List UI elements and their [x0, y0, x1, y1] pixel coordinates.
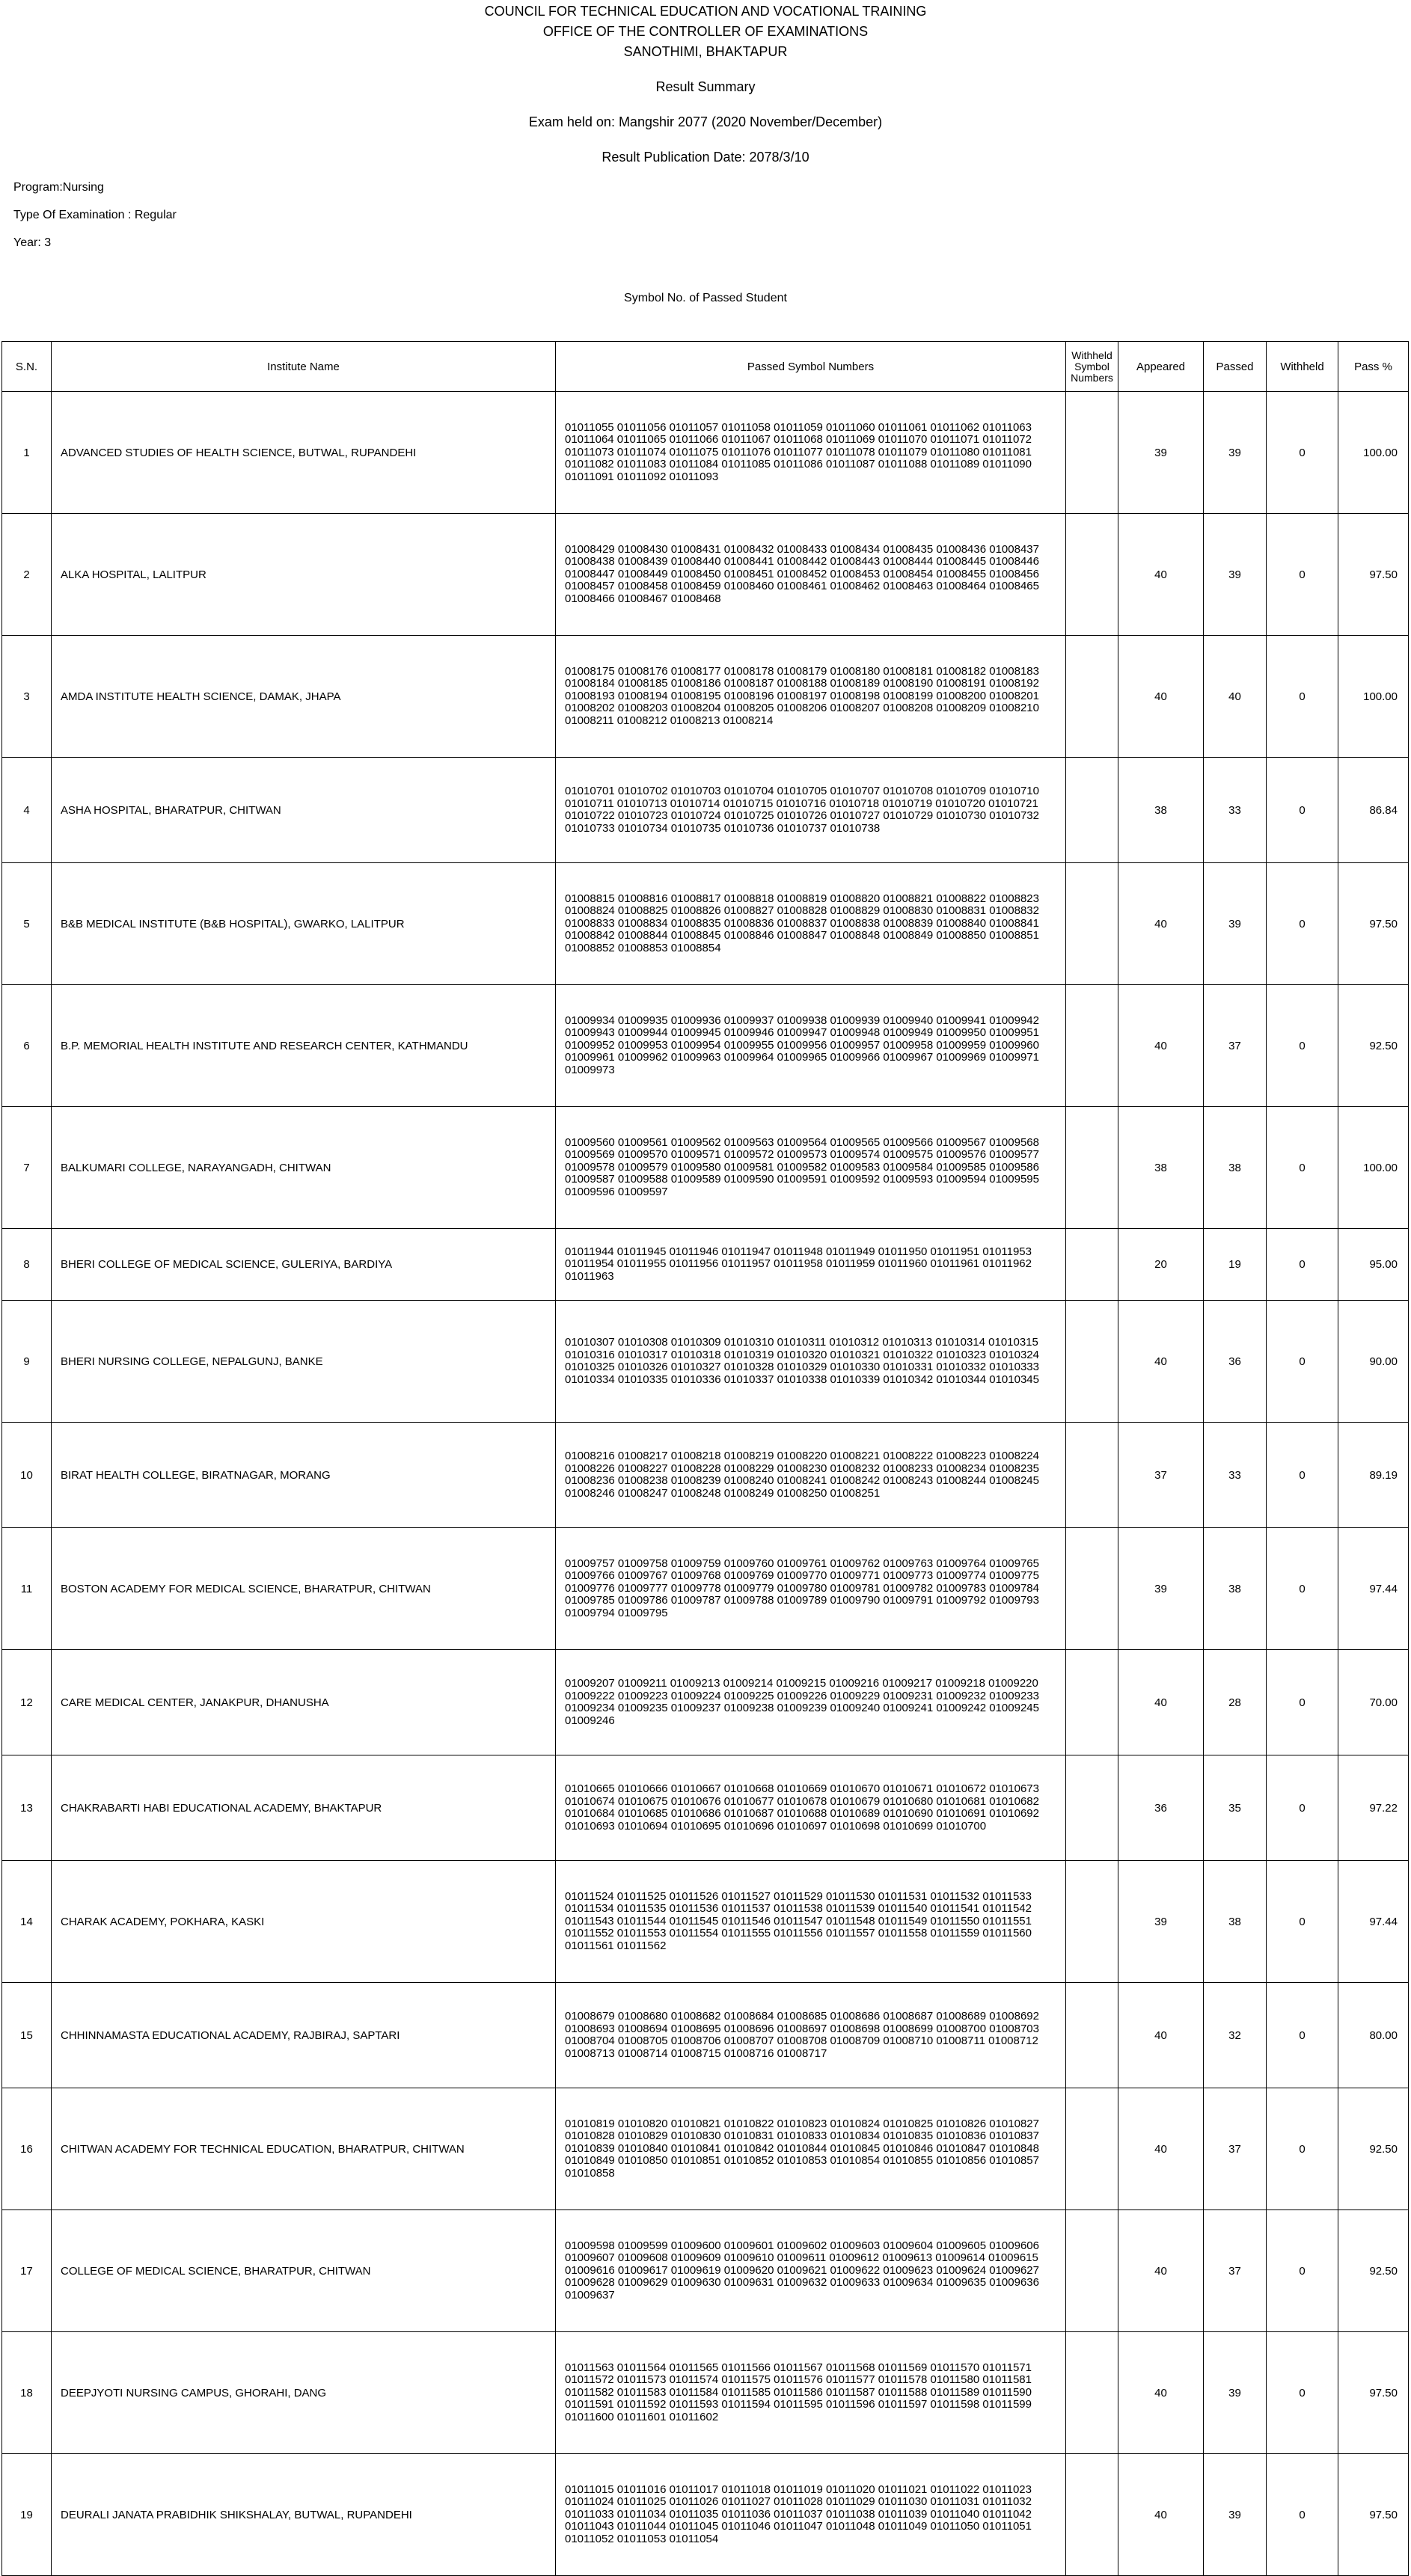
row-institute-name: CHITWAN ACADEMY FOR TECHNICAL EDUCATION, BHARATPUR, CHITWAN [52, 2088, 556, 2210]
row-withheld: 0 [1267, 636, 1338, 758]
row-pass-pct: 90.00 [1338, 1301, 1409, 1423]
row-passed: 38 [1204, 1861, 1267, 1983]
exam-type-label: Type Of Examination : Regular [13, 209, 177, 221]
row-institute-name: CARE MEDICAL CENTER, JANAKPUR, DHANUSHA [52, 1650, 556, 1755]
row-withheld-symbols [1066, 1423, 1118, 1528]
row-appeared: 39 [1118, 392, 1204, 514]
table-row [2, 2332, 1409, 2454]
row-passed-symbols: 01009207 01009211 01009213 01009214 01009215 01009216 01009217 01009218 01009220 01009222 01009223 01009224 01009225 01009226 01009229 01009231 01009232 01009233 01009234 01009235 01009237 01009238 01009239 01009240 01009241 01009242 01009245 01009246 [556, 1650, 1066, 1755]
row-withheld-symbols [1066, 2088, 1118, 2210]
row-passed: 39 [1204, 2454, 1267, 2576]
row-withheld-symbols [1066, 2332, 1118, 2454]
row-withheld-symbols [1066, 758, 1118, 863]
row-withheld-symbols [1066, 1229, 1118, 1301]
row-institute-name: DEEPJYOTI NURSING CAMPUS, GHORAHI, DANG [52, 2332, 556, 2454]
row-pass-pct: 86.84 [1338, 758, 1409, 863]
row-withheld-symbols [1066, 1107, 1118, 1229]
row-institute-name: ASHA HOSPITAL, BHARATPUR, CHITWAN [52, 758, 556, 863]
row-pass-pct: 70.00 [1338, 1650, 1409, 1755]
row-sn: 1 [2, 392, 52, 514]
row-pass-pct: 97.50 [1338, 2332, 1409, 2454]
table-row [2, 1301, 1409, 1423]
publication-date: Result Publication Date: 2078/3/10 [602, 150, 809, 165]
row-passed: 37 [1204, 985, 1267, 1107]
table-row [2, 392, 1409, 514]
row-institute-name: BHERI COLLEGE OF MEDICAL SCIENCE, GULERIYA, BARDIYA [52, 1229, 556, 1301]
row-passed: 36 [1204, 1301, 1267, 1423]
row-sn: 11 [2, 1528, 52, 1650]
row-sn: 13 [2, 1755, 52, 1861]
row-withheld-symbols [1066, 1861, 1118, 1983]
row-withheld: 0 [1267, 1107, 1338, 1229]
row-passed: 38 [1204, 1528, 1267, 1650]
row-passed: 39 [1204, 863, 1267, 985]
row-passed-symbols: 01008175 01008176 01008177 01008178 01008179 01008180 01008181 01008182 01008183 01008184 01008185 01008186 01008187 01008188 01008189 01008190 01008191 01008192 01008193 01008194 01008195 01008196 01008197 01008198 01008199 01008200 01008201 01008202 01008203 01008204 01008205 01008206 01008207 01008208 01008209 01008210 01008211 01008212 01008213 01008214 [556, 636, 1066, 758]
row-appeared: 20 [1118, 1229, 1204, 1301]
row-institute-name: CHARAK ACADEMY, POKHARA, KASKI [52, 1861, 556, 1983]
row-withheld-symbols [1066, 2454, 1118, 2576]
row-pass-pct: 92.50 [1338, 985, 1409, 1107]
table-row [2, 1229, 1409, 1301]
table-row [2, 636, 1409, 758]
table-row [2, 2088, 1409, 2210]
row-pass-pct: 80.00 [1338, 1983, 1409, 2088]
row-passed: 37 [1204, 2088, 1267, 2210]
row-passed-symbols: 01011055 01011056 01011057 01011058 01011059 01011060 01011061 01011062 01011063 01011064 01011065 01011066 01011067 01011068 01011069 01011070 01011071 01011072 01011073 01011074 01011075 01011076 01011077 01011078 01011079 01011080 01011081 01011082 01011083 01011084 01011085 01011086 01011087 01011088 01011089 01011090 01011091 01011092 01011093 [556, 392, 1066, 514]
row-institute-name: ADVANCED STUDIES OF HEALTH SCIENCE, BUTWAL, RUPANDEHI [52, 392, 556, 514]
row-sn: 10 [2, 1423, 52, 1528]
row-pass-pct: 97.50 [1338, 514, 1409, 636]
col-appeared: Appeared [1118, 342, 1204, 392]
row-pass-pct: 92.50 [1338, 2210, 1409, 2332]
row-sn: 16 [2, 2088, 52, 2210]
row-withheld: 0 [1267, 1528, 1338, 1650]
exam-held-on: Exam held on: Mangshir 2077 (2020 November/December) [528, 114, 883, 129]
row-passed: 33 [1204, 1423, 1267, 1528]
row-sn: 14 [2, 1861, 52, 1983]
col-pass-pct: Pass % [1338, 342, 1409, 392]
row-sn: 12 [2, 1650, 52, 1755]
row-sn: 15 [2, 1983, 52, 2088]
row-institute-name: BOSTON ACADEMY FOR MEDICAL SCIENCE, BHARATPUR, CHITWAN [52, 1528, 556, 1650]
row-appeared: 40 [1118, 863, 1204, 985]
row-sn: 4 [2, 758, 52, 863]
row-appeared: 40 [1118, 636, 1204, 758]
row-withheld-symbols [1066, 1983, 1118, 2088]
row-passed-symbols: 01011524 01011525 01011526 01011527 01011529 01011530 01011531 01011532 01011533 01011534 01011535 01011536 01011537 01011538 01011539 01011540 01011541 01011542 01011543 01011544 01011545 01011546 01011547 01011548 01011549 01011550 01011551 01011552 01011553 01011554 01011555 01011556 01011557 01011558 01011559 01011560 01011561 01011562 [556, 1861, 1066, 1983]
row-institute-name: BALKUMARI COLLEGE, NARAYANGADH, CHITWAN [52, 1107, 556, 1229]
row-pass-pct: 95.00 [1338, 1229, 1409, 1301]
results-table [1, 341, 1409, 2576]
row-passed-symbols: 01009757 01009758 01009759 01009760 01009761 01009762 01009763 01009764 01009765 01009766 01009767 01009768 01009769 01009770 01009771 01009773 01009774 01009775 01009776 01009777 01009778 01009779 01009780 01009781 01009782 01009783 01009784 01009785 01009786 01009787 01009788 01009789 01009790 01009791 01009792 01009793 01009794 01009795 [556, 1528, 1066, 1650]
row-passed-symbols: 01009934 01009935 01009936 01009937 01009938 01009939 01009940 01009941 01009942 01009943 01009944 01009945 01009946 01009947 01009948 01009949 01009950 01009951 01009952 01009953 01009954 01009955 01009956 01009957 01009958 01009959 01009960 01009961 01009962 01009963 01009964 01009965 01009966 01009967 01009969 01009971 01009973 [556, 985, 1066, 1107]
row-passed-symbols: 01010819 01010820 01010821 01010822 01010823 01010824 01010825 01010826 01010827 01010828 01010829 01010830 01010831 01010833 01010834 01010835 01010836 01010837 01010839 01010840 01010841 01010842 01010844 01010845 01010846 01010847 01010848 01010849 01010850 01010851 01010852 01010853 01010854 01010855 01010856 01010857 01010858 [556, 2088, 1066, 2210]
row-sn: 2 [2, 514, 52, 636]
row-withheld: 0 [1267, 2454, 1338, 2576]
row-withheld-symbols [1066, 2210, 1118, 2332]
row-passed: 33 [1204, 758, 1267, 863]
row-passed-symbols: 01010307 01010308 01010309 01010310 01010311 01010312 01010313 01010314 01010315 01010316 01010317 01010318 01010319 01010320 01010321 01010322 01010323 01010324 01010325 01010326 01010327 01010328 01010329 01010330 01010331 01010332 01010333 01010334 01010335 01010336 01010337 01010338 01010339 01010342 01010344 01010345 [556, 1301, 1066, 1423]
row-passed: 28 [1204, 1650, 1267, 1755]
row-sn: 3 [2, 636, 52, 758]
row-institute-name: CHHINNAMASTA EDUCATIONAL ACADEMY, RAJBIRAJ, SAPTARI [52, 1983, 556, 2088]
row-passed: 39 [1204, 2332, 1267, 2454]
row-appeared: 37 [1118, 1423, 1204, 1528]
row-pass-pct: 97.50 [1338, 863, 1409, 985]
row-passed-symbols: 01009560 01009561 01009562 01009563 01009564 01009565 01009566 01009567 01009568 01009569 01009570 01009571 01009572 01009573 01009574 01009575 01009576 01009577 01009578 01009579 01009580 01009581 01009582 01009583 01009584 01009585 01009586 01009587 01009588 01009589 01009590 01009591 01009592 01009593 01009594 01009595 01009596 01009597 [556, 1107, 1066, 1229]
row-appeared: 38 [1118, 1107, 1204, 1229]
row-withheld: 0 [1267, 1229, 1338, 1301]
row-appeared: 40 [1118, 2088, 1204, 2210]
col-sn: S.N. [2, 342, 52, 392]
row-passed: 37 [1204, 2210, 1267, 2332]
row-sn: 18 [2, 2332, 52, 2454]
row-passed-symbols: 01009598 01009599 01009600 01009601 01009602 01009603 01009604 01009605 01009606 01009607 01009608 01009609 01009610 01009611 01009612 01009613 01009614 01009615 01009616 01009617 01009619 01009620 01009621 01009622 01009623 01009624 01009627 01009628 01009629 01009630 01009631 01009632 01009633 01009634 01009635 01009636 01009637 [556, 2210, 1066, 2332]
row-institute-name: ALKA HOSPITAL, LALITPUR [52, 514, 556, 636]
table-row [2, 1528, 1409, 1650]
table-row [2, 1755, 1409, 1861]
row-passed: 32 [1204, 1983, 1267, 2088]
row-withheld-symbols [1066, 1650, 1118, 1755]
row-withheld: 0 [1267, 1650, 1338, 1755]
row-institute-name: B.P. MEMORIAL HEALTH INSTITUTE AND RESEARCH CENTER, KATHMANDU [52, 985, 556, 1107]
row-passed-symbols: 01010665 01010666 01010667 01010668 01010669 01010670 01010671 01010672 01010673 01010674 01010675 01010676 01010677 01010678 01010679 01010680 01010681 01010682 01010684 01010685 01010686 01010687 01010688 01010689 01010690 01010691 01010692 01010693 01010694 01010695 01010696 01010697 01010698 01010699 01010700 [556, 1755, 1066, 1861]
row-institute-name: BIRAT HEALTH COLLEGE, BIRATNAGAR, MORANG [52, 1423, 556, 1528]
row-passed: 38 [1204, 1107, 1267, 1229]
row-institute-name: COLLEGE OF MEDICAL SCIENCE, BHARATPUR, CHITWAN [52, 2210, 556, 2332]
row-sn: 8 [2, 1229, 52, 1301]
row-passed: 19 [1204, 1229, 1267, 1301]
row-sn: 6 [2, 985, 52, 1107]
row-sn: 19 [2, 2454, 52, 2576]
row-passed: 35 [1204, 1755, 1267, 1861]
row-appeared: 40 [1118, 1301, 1204, 1423]
report-header [0, 0, 1411, 168]
row-appeared: 40 [1118, 1650, 1204, 1755]
row-passed-symbols: 01008679 01008680 01008682 01008684 01008685 01008686 01008687 01008689 01008692 01008693 01008694 01008695 01008696 01008697 01008698 01008699 01008700 01008703 01008704 01008705 01008706 01008707 01008708 01008709 01008710 01008711 01008712 01008713 01008714 01008715 01008716 01008717 [556, 1983, 1066, 2088]
row-passed: 40 [1204, 636, 1267, 758]
year-label: Year: 3 [13, 236, 52, 249]
office-location: SANOTHIMI, BHAKTAPUR [623, 44, 788, 59]
council-name: COUNCIL FOR TECHNICAL EDUCATION AND VOCATIONAL TRAINING [484, 4, 927, 19]
row-appeared: 39 [1118, 1861, 1204, 1983]
row-pass-pct: 97.50 [1338, 2454, 1409, 2576]
row-passed-symbols: 01011944 01011945 01011946 01011947 01011948 01011949 01011950 01011951 01011953 01011954 01011955 01011956 01011957 01011958 01011959 01011960 01011961 01011962 01011963 [556, 1229, 1066, 1301]
table-row [2, 1107, 1409, 1229]
table-row [2, 985, 1409, 1107]
row-sn: 9 [2, 1301, 52, 1423]
row-sn: 7 [2, 1107, 52, 1229]
row-passed-symbols: 01010701 01010702 01010703 01010704 01010705 01010707 01010708 01010709 01010710 01010711 01010713 01010714 01010715 01010716 01010718 01010719 01010720 01010721 01010722 01010723 01010724 01010725 01010726 01010727 01010729 01010730 01010732 01010733 01010734 01010735 01010736 01010737 01010738 [556, 758, 1066, 863]
row-appeared: 39 [1118, 1528, 1204, 1650]
row-withheld: 0 [1267, 1983, 1338, 2088]
row-withheld-symbols [1066, 863, 1118, 985]
table-row [2, 1650, 1409, 1755]
row-withheld-symbols [1066, 514, 1118, 636]
col-withheld: Withheld [1267, 342, 1338, 392]
row-institute-name: DEURALI JANATA PRABIDHIK SHIKSHALAY, BUTWAL, RUPANDEHI [52, 2454, 556, 2576]
row-withheld-symbols [1066, 1301, 1118, 1423]
table-body [2, 392, 1409, 2576]
row-withheld-symbols [1066, 636, 1118, 758]
row-withheld: 0 [1267, 2332, 1338, 2454]
row-appeared: 40 [1118, 2454, 1204, 2576]
row-pass-pct: 100.00 [1338, 1107, 1409, 1229]
row-pass-pct: 100.00 [1338, 636, 1409, 758]
row-passed-symbols: 01011015 01011016 01011017 01011018 01011019 01011020 01011021 01011022 01011023 01011024 01011025 01011026 01011027 01011028 01011029 01011030 01011031 01011032 01011033 01011034 01011035 01011036 01011037 01011038 01011039 01011040 01011042 01011043 01011044 01011045 01011046 01011047 01011048 01011049 01011050 01011051 01011052 01011053 01011054 [556, 2454, 1066, 2576]
row-appeared: 38 [1118, 758, 1204, 863]
row-withheld: 0 [1267, 514, 1338, 636]
row-passed-symbols: 01008216 01008217 01008218 01008219 01008220 01008221 01008222 01008223 01008224 01008226 01008227 01008228 01008229 01008230 01008232 01008233 01008234 01008235 01008236 01008238 01008239 01008240 01008241 01008242 01008243 01008244 01008245 01008246 01008247 01008248 01008249 01008250 01008251 [556, 1423, 1066, 1528]
row-passed: 39 [1204, 514, 1267, 636]
row-pass-pct: 97.44 [1338, 1861, 1409, 1983]
col-institute: Institute Name [52, 342, 556, 392]
row-pass-pct: 97.22 [1338, 1755, 1409, 1861]
office-name: OFFICE OF THE CONTROLLER OF EXAMINATIONS [542, 24, 869, 39]
row-withheld: 0 [1267, 2210, 1338, 2332]
row-institute-name: BHERI NURSING COLLEGE, NEPALGUNJ, BANKE [52, 1301, 556, 1423]
col-passed-symbols: Passed Symbol Numbers [556, 342, 1066, 392]
table-row [2, 1423, 1409, 1528]
col-withheld-symbols: Withheld Symbol Numbers [1066, 342, 1118, 392]
row-withheld: 0 [1267, 985, 1338, 1107]
table-caption: Symbol No. of Passed Student [624, 292, 787, 304]
row-withheld-symbols [1066, 985, 1118, 1107]
row-pass-pct: 100.00 [1338, 392, 1409, 514]
row-withheld-symbols [1066, 1755, 1118, 1861]
row-pass-pct: 97.44 [1338, 1528, 1409, 1650]
row-appeared: 40 [1118, 1983, 1204, 2088]
table-header-row [2, 342, 1409, 392]
row-withheld-symbols [1066, 392, 1118, 514]
col-passed: Passed [1204, 342, 1267, 392]
row-institute-name: CHAKRABARTI HABI EDUCATIONAL ACADEMY, BHAKTAPUR [52, 1755, 556, 1861]
row-withheld: 0 [1267, 1861, 1338, 1983]
program-label: Program:Nursing [13, 181, 104, 194]
row-sn: 17 [2, 2210, 52, 2332]
row-withheld: 0 [1267, 1301, 1338, 1423]
table-row [2, 2454, 1409, 2576]
row-appeared: 36 [1118, 1755, 1204, 1861]
row-appeared: 40 [1118, 985, 1204, 1107]
row-sn: 5 [2, 863, 52, 985]
page-title: Result Summary [655, 79, 756, 94]
table-row [2, 758, 1409, 863]
row-appeared: 40 [1118, 2210, 1204, 2332]
row-withheld: 0 [1267, 1755, 1338, 1861]
table-row [2, 863, 1409, 985]
table-row [2, 1861, 1409, 1983]
row-institute-name: AMDA INSTITUTE HEALTH SCIENCE, DAMAK, JHAPA [52, 636, 556, 758]
row-passed-symbols: 01008815 01008816 01008817 01008818 01008819 01008820 01008821 01008822 01008823 01008824 01008825 01008826 01008827 01008828 01008829 01008830 01008831 01008832 01008833 01008834 01008835 01008836 01008837 01008838 01008839 01008840 01008841 01008842 01008844 01008845 01008846 01008847 01008848 01008849 01008850 01008851 01008852 01008853 01008854 [556, 863, 1066, 985]
row-withheld-symbols [1066, 1528, 1118, 1650]
row-withheld: 0 [1267, 2088, 1338, 2210]
table-row [2, 1983, 1409, 2088]
table-row [2, 2210, 1409, 2332]
row-appeared: 40 [1118, 2332, 1204, 2454]
table-row [2, 514, 1409, 636]
row-passed-symbols: 01011563 01011564 01011565 01011566 01011567 01011568 01011569 01011570 01011571 01011572 01011573 01011574 01011575 01011576 01011577 01011578 01011580 01011581 01011582 01011583 01011584 01011585 01011586 01011587 01011588 01011589 01011590 01011591 01011592 01011593 01011594 01011595 01011596 01011597 01011598 01011599 01011600 01011601 01011602 [556, 2332, 1066, 2454]
row-pass-pct: 89.19 [1338, 1423, 1409, 1528]
row-withheld: 0 [1267, 1423, 1338, 1528]
row-appeared: 40 [1118, 514, 1204, 636]
row-withheld: 0 [1267, 392, 1338, 514]
row-withheld: 0 [1267, 758, 1338, 863]
row-pass-pct: 92.50 [1338, 2088, 1409, 2210]
row-withheld: 0 [1267, 863, 1338, 985]
row-passed: 39 [1204, 392, 1267, 514]
row-institute-name: B&B MEDICAL INSTITUTE (B&B HOSPITAL), GWARKO, LALITPUR [52, 863, 556, 985]
row-passed-symbols: 01008429 01008430 01008431 01008432 01008433 01008434 01008435 01008436 01008437 01008438 01008439 01008440 01008441 01008442 01008443 01008444 01008445 01008446 01008447 01008449 01008450 01008451 01008452 01008453 01008454 01008455 01008456 01008457 01008458 01008459 01008460 01008461 01008462 01008463 01008464 01008465 01008466 01008467 01008468 [556, 514, 1066, 636]
